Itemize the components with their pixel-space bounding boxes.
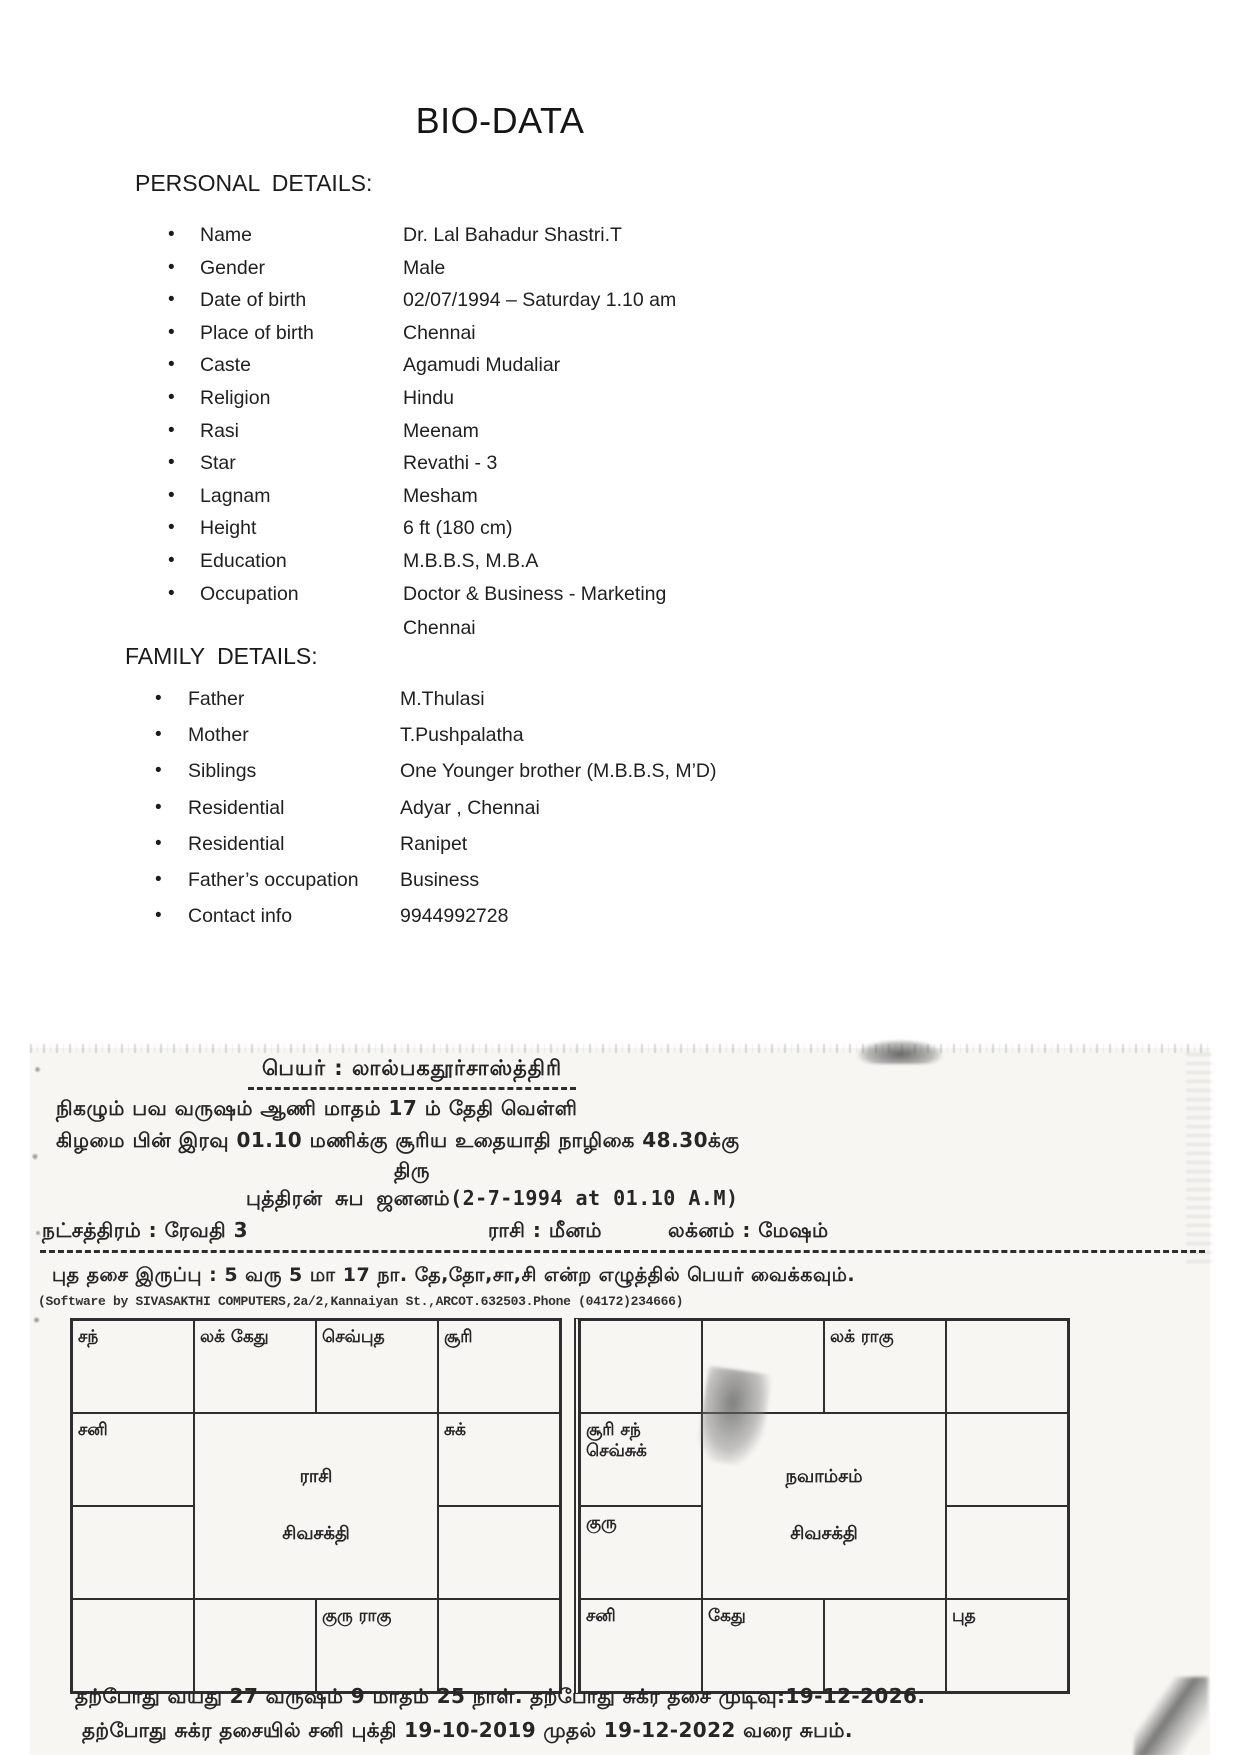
item-label: Father’s occupation	[188, 868, 359, 891]
item-label: Religion	[200, 386, 271, 409]
item-value: 9944992728	[400, 905, 509, 928]
item-value: Chennai	[403, 617, 476, 640]
chart-cell: சந்	[72, 1320, 194, 1413]
bullet-icon: •	[155, 724, 162, 746]
item-label: Contact info	[188, 905, 293, 928]
list-item	[168, 257, 928, 290]
item-value: 02/07/1994 – Saturday 1.10 am	[403, 289, 677, 312]
list-item	[168, 387, 928, 420]
chart-cell: லக் ராகு	[824, 1320, 946, 1413]
item-label: Siblings	[188, 760, 257, 783]
scan-speck	[32, 1152, 38, 1161]
horoscope-scan	[30, 1048, 1210, 1755]
personal-details-list	[168, 224, 928, 650]
bullet-icon: •	[168, 452, 175, 474]
rasi-chart-center	[194, 1413, 438, 1599]
bullet-icon: •	[155, 796, 162, 818]
list-item	[168, 517, 928, 550]
item-label: Gender	[200, 256, 266, 279]
rasi-chart	[70, 1318, 562, 1694]
item-value: One Younger brother (M.B.B.S, M’D)	[400, 760, 717, 783]
item-value: Hindu	[403, 386, 454, 409]
family-details-heading: FAMILY DETAILS:	[125, 643, 318, 669]
list-item	[168, 224, 928, 257]
chart-title: நவாம்சம்	[785, 1466, 863, 1487]
item-label: Mother	[188, 724, 249, 747]
chart-cell	[580, 1320, 702, 1413]
list-item	[168, 322, 928, 355]
bullet-icon: •	[168, 582, 175, 604]
item-label: Star	[200, 452, 236, 475]
chart-cell	[72, 1599, 194, 1692]
item-value: Dr. Lal Bahadur Shastri.T	[403, 224, 622, 246]
bullet-icon: •	[168, 484, 175, 506]
item-value: Revathi - 3	[403, 452, 498, 475]
chart-subtitle: சிவசக்தி	[790, 1523, 858, 1544]
item-label: Occupation	[200, 582, 299, 605]
chart-cell	[946, 1413, 1068, 1506]
item-label: Height	[200, 517, 257, 540]
navamsam-chart	[574, 1318, 1070, 1694]
item-value: Business	[400, 868, 480, 891]
scan-smudge	[858, 1040, 942, 1064]
item-label: Residential	[188, 832, 285, 855]
bullet-icon: •	[168, 386, 175, 408]
chart-cell: குரு	[580, 1506, 702, 1599]
horoscope-line: நிகழும் பவ வருஷம் ஆணி மாதம் 17 ம் தேதி வெள்ளி	[56, 1096, 578, 1120]
horoscope-footer-line: தற்போது வயது 27 வருஷம் 9 மாதம் 25 நாள். தற்போது சுக்ர தசை முடிவு:19-12-2026.	[75, 1684, 926, 1708]
item-value: M.Thulasi	[400, 688, 485, 710]
horoscope-line: கிழமை பின் இரவு 01.10 மணிக்கு சூரிய உதையாதி நாழிகை 48.30க்கு	[56, 1128, 740, 1152]
page-title: BIO-DATA	[415, 100, 585, 141]
list-item	[168, 583, 928, 616]
chart-cell	[946, 1320, 1068, 1413]
horoscope-birth-line: புத்திரன் சுப ஜனனம்(2-7-1994 at 01.10 A.M)	[246, 1186, 739, 1210]
scan-edge-noise	[30, 1044, 1210, 1053]
horoscope-name-line: பெயர் : லால்பகதூர்சாஸ்த்திரி	[248, 1056, 576, 1090]
rasi-label: ராசி : மீனம்	[488, 1218, 603, 1242]
item-label: Name	[200, 224, 253, 246]
chart-cell	[438, 1506, 560, 1599]
list-item	[155, 688, 955, 724]
item-value: Mesham	[403, 484, 478, 507]
item-value: Male	[403, 256, 446, 279]
chart-title: ராசி	[299, 1466, 333, 1487]
horoscope-line: திரு	[394, 1158, 430, 1182]
nakshatra-label: நட்சத்திரம் : ரேவதி 3	[42, 1218, 249, 1242]
dasa-line: புத தசை இருப்பு : 5 வரு 5 மா 17 நா. தே,தோ,சா,சி என்ற எழுத்தில் பெயர் வைக்கவும்.	[52, 1264, 856, 1286]
bullet-icon: •	[155, 868, 162, 890]
scan-speck	[35, 1230, 41, 1236]
list-item	[155, 797, 955, 833]
list-item	[168, 485, 928, 518]
bullet-icon: •	[168, 321, 175, 343]
chart-cell: சூரி	[438, 1320, 560, 1413]
scan-edge-noise	[1186, 1048, 1212, 1263]
list-item	[168, 420, 928, 453]
scan-corner-smudge	[1134, 1677, 1208, 1755]
scan-speck	[34, 1066, 41, 1073]
chart-cell: சூரி சந் செவ்சுக்	[580, 1413, 702, 1506]
chart-cell	[438, 1599, 560, 1692]
item-value: Chennai	[403, 321, 476, 344]
bullet-icon: •	[155, 688, 162, 709]
bullet-icon: •	[168, 517, 175, 539]
bullet-icon: •	[168, 256, 175, 278]
chart-cell: சனி	[72, 1413, 194, 1506]
chart-cell: லக் கேது	[194, 1320, 316, 1413]
horoscope-footer-line: தற்போது சுக்ர தசையில் சனி புக்தி 19-10-2019 முதல் 19-12-2022 வரை சுபம்.	[82, 1718, 853, 1742]
chart-cell	[72, 1506, 194, 1599]
chart-cell	[824, 1599, 946, 1692]
family-details-list	[155, 688, 955, 941]
chart-cell	[946, 1506, 1068, 1599]
item-label: Place of birth	[200, 321, 314, 344]
item-label: Lagnam	[200, 484, 271, 507]
item-value: 6 ft (180 cm)	[403, 517, 513, 540]
item-value: Adyar , Chennai	[400, 796, 540, 819]
item-label: Education	[200, 549, 287, 572]
chart-cell: கேது	[702, 1599, 824, 1692]
chart-cell: குரு ராகு	[316, 1599, 438, 1692]
lagnam-label: லக்னம் : மேஷம்	[668, 1218, 829, 1242]
item-value: Doctor & Business - Marketing	[403, 582, 667, 605]
chart-subtitle: சிவசக்தி	[282, 1523, 350, 1544]
personal-details-heading: PERSONAL DETAILS:	[135, 170, 373, 196]
dashed-divider	[40, 1250, 1205, 1253]
bullet-icon: •	[155, 905, 162, 927]
list-item	[155, 833, 955, 869]
list-item	[168, 550, 928, 583]
list-item	[155, 724, 955, 760]
bullet-icon: •	[155, 760, 162, 782]
item-value: Meenam	[403, 419, 479, 442]
bullet-icon: •	[168, 549, 175, 571]
item-label: Date of birth	[200, 289, 307, 312]
list-item	[168, 354, 928, 387]
item-value: M.B.B.S, M.B.A	[403, 549, 539, 572]
bullet-icon: •	[168, 224, 175, 245]
item-label: Residential	[188, 796, 285, 819]
ink-smudge	[696, 1366, 772, 1468]
chart-cell	[194, 1599, 316, 1692]
bullet-icon: •	[168, 419, 175, 441]
chart-cell: சனி	[580, 1599, 702, 1692]
item-value: Agamudi Mudaliar	[403, 354, 561, 377]
bullet-icon: •	[168, 354, 175, 376]
chart-cell: சுக்	[438, 1413, 560, 1506]
item-label: Caste	[200, 354, 251, 377]
chart-cell: புத	[946, 1599, 1068, 1692]
list-item	[168, 289, 928, 322]
scan-speck	[33, 1316, 40, 1324]
list-item	[155, 760, 955, 796]
item-label: Rasi	[200, 419, 240, 442]
bullet-icon: •	[168, 289, 175, 311]
list-item	[155, 905, 955, 941]
list-item	[168, 452, 928, 485]
list-item	[155, 869, 955, 905]
item-value: Ranipet	[400, 832, 468, 855]
bullet-icon: •	[155, 832, 162, 854]
item-label: Father	[188, 688, 245, 710]
software-credit: (Software by SIVASAKTHI COMPUTERS,2a/2,Kannaiyan St.,ARCOT.632503.Phone (04172)234666)	[38, 1294, 684, 1309]
item-value: T.Pushpalatha	[400, 724, 524, 747]
chart-cell: செவ்புத	[316, 1320, 438, 1413]
